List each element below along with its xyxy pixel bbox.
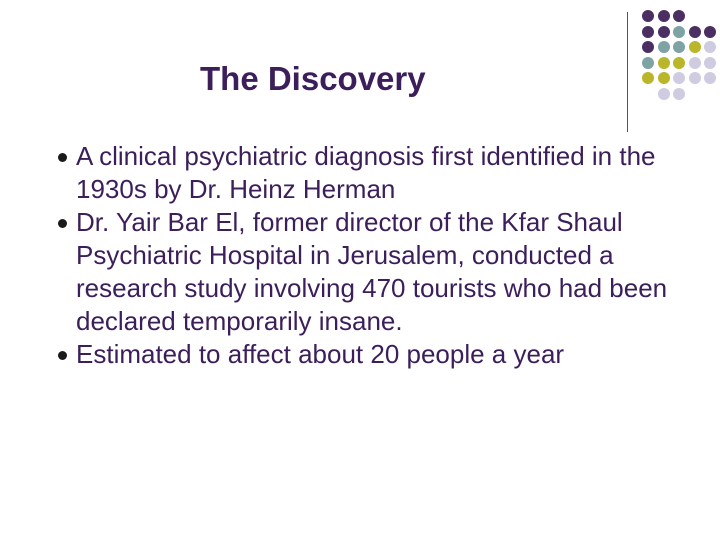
decorative-dot bbox=[689, 26, 701, 38]
bullet-item bbox=[58, 140, 678, 206]
decorative-dot bbox=[658, 57, 670, 69]
bullet-dot-icon bbox=[58, 219, 67, 228]
decorative-dot bbox=[673, 26, 685, 38]
bullet-dot-icon bbox=[58, 351, 67, 360]
decorative-dot bbox=[658, 72, 670, 84]
bullet-item bbox=[58, 206, 678, 338]
decorative-dot bbox=[658, 88, 670, 100]
bullet-dot-icon bbox=[58, 153, 67, 162]
decorative-dot bbox=[689, 72, 701, 84]
decorative-dot bbox=[642, 57, 654, 69]
bullet-text: Dr. Yair Bar El, former director of the Kfar Shaul Psychiatric Hospital in Jerusalem, conducted a research study involving 470 tourists who had been declared temporarily insane. bbox=[76, 207, 668, 336]
decorative-dot bbox=[689, 57, 701, 69]
bullet-text: A clinical psychiatric diagnosis first identified in the 1930s by Dr. Heinz Herman bbox=[76, 141, 656, 204]
decorative-dot bbox=[704, 57, 716, 69]
decorative-dot bbox=[704, 72, 716, 84]
bullet-text: Estimated to affect about 20 people a year bbox=[76, 339, 565, 369]
decorative-dot bbox=[704, 26, 716, 38]
decorative-dot bbox=[673, 72, 685, 84]
decorative-dot bbox=[673, 88, 685, 100]
bullet-item bbox=[58, 338, 678, 371]
decorative-dot bbox=[642, 26, 654, 38]
decorative-dot bbox=[642, 41, 654, 53]
decorative-dot bbox=[673, 10, 685, 22]
decorative-dot bbox=[689, 41, 701, 53]
decorative-dot bbox=[642, 10, 654, 22]
decorative-dot bbox=[642, 72, 654, 84]
decorative-dot bbox=[658, 10, 670, 22]
decorative-dot-grid bbox=[0, 0, 720, 140]
decorative-dot bbox=[704, 41, 716, 53]
slide-title: The Discovery bbox=[200, 60, 426, 97]
decorative-dot bbox=[658, 41, 670, 53]
decorative-dot bbox=[673, 57, 685, 69]
bullet-list bbox=[58, 140, 678, 371]
decorative-dot bbox=[658, 26, 670, 38]
decorative-dot bbox=[673, 41, 685, 53]
